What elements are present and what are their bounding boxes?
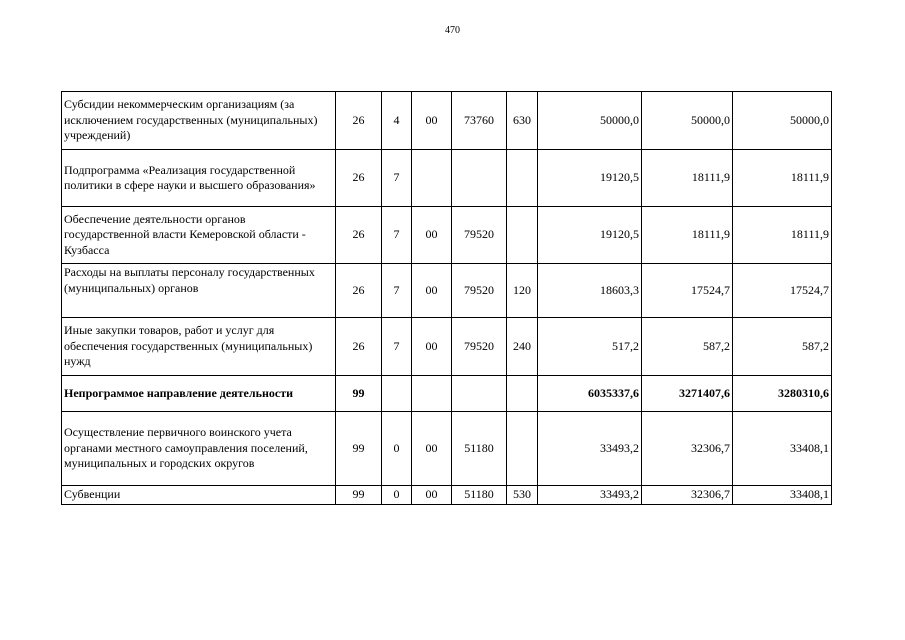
expense-type-code: 120 (507, 264, 538, 318)
target-code-part2 (452, 376, 507, 412)
amount-year1: 50000,0 (538, 92, 642, 150)
row-name: Субвенции (62, 486, 336, 505)
row-name: Непрограммое направление деятельности (62, 376, 336, 412)
table-row (62, 486, 832, 505)
pr-code (382, 376, 412, 412)
pr-code: 7 (382, 264, 412, 318)
target-code-part2 (452, 150, 507, 207)
target-code-part2: 79520 (452, 318, 507, 376)
amount-year2: 32306,7 (642, 486, 733, 505)
amount-year3: 587,2 (733, 318, 832, 376)
amount-year1: 19120,5 (538, 150, 642, 207)
row-name: Осуществление первичного воинского учета органами местного самоуправления поселений, муниципальных и городских округов (62, 412, 336, 486)
table-row (62, 318, 832, 376)
target-code-part1: 00 (412, 412, 452, 486)
expense-type-code (507, 412, 538, 486)
pr-code: 7 (382, 207, 412, 264)
pr-code: 4 (382, 92, 412, 150)
table-row (62, 207, 832, 264)
amount-year3: 18111,9 (733, 207, 832, 264)
amount-year1: 19120,5 (538, 207, 642, 264)
target-code-part2: 79520 (452, 207, 507, 264)
table-row (62, 92, 832, 150)
pr-code: 7 (382, 150, 412, 207)
target-code-part2: 51180 (452, 412, 507, 486)
expense-type-code (507, 207, 538, 264)
target-code-part1: 00 (412, 318, 452, 376)
amount-year3: 33408,1 (733, 486, 832, 505)
row-name: Иные закупки товаров, работ и услуг для обеспечения государственных (муниципальных) нужд (62, 318, 336, 376)
expense-type-code (507, 150, 538, 207)
pr-code: 7 (382, 318, 412, 376)
gr-code: 99 (336, 376, 382, 412)
table-row-section-total (62, 376, 832, 412)
target-code-part1: 00 (412, 92, 452, 150)
amount-year1: 517,2 (538, 318, 642, 376)
amount-year1: 18603,3 (538, 264, 642, 318)
amount-year2: 18111,9 (642, 207, 733, 264)
budget-table (61, 91, 832, 505)
row-name: Расходы на выплаты персоналу государственных (муниципальных) органов (62, 264, 336, 318)
gr-code: 26 (336, 318, 382, 376)
target-code-part1 (412, 376, 452, 412)
row-name: Обеспечение деятельности органов государственной власти Кемеровской области - Кузбасса (62, 207, 336, 264)
gr-code: 26 (336, 207, 382, 264)
expense-type-code (507, 376, 538, 412)
target-code-part1: 00 (412, 486, 452, 505)
target-code-part1 (412, 150, 452, 207)
table-row (62, 264, 832, 318)
pr-code: 0 (382, 412, 412, 486)
pr-code: 0 (382, 486, 412, 505)
amount-year2: 3271407,6 (642, 376, 733, 412)
target-code-part2: 73760 (452, 92, 507, 150)
row-name: Подпрограмма «Реализация государственной политики в сфере науки и высшего образования» (62, 150, 336, 207)
gr-code: 99 (336, 486, 382, 505)
amount-year2: 50000,0 (642, 92, 733, 150)
table-row (62, 412, 832, 486)
gr-code: 26 (336, 264, 382, 318)
amount-year2: 17524,7 (642, 264, 733, 318)
table-row (62, 150, 832, 207)
page-number: 470 (445, 25, 460, 36)
target-code-part2: 51180 (452, 486, 507, 505)
target-code-part1: 00 (412, 207, 452, 264)
amount-year3: 33408,1 (733, 412, 832, 486)
gr-code: 99 (336, 412, 382, 486)
amount-year3: 50000,0 (733, 92, 832, 150)
amount-year2: 32306,7 (642, 412, 733, 486)
gr-code: 26 (336, 150, 382, 207)
amount-year3: 3280310,6 (733, 376, 832, 412)
expense-type-code: 240 (507, 318, 538, 376)
target-code-part2: 79520 (452, 264, 507, 318)
expense-type-code: 630 (507, 92, 538, 150)
expense-type-code: 530 (507, 486, 538, 505)
amount-year1: 6035337,6 (538, 376, 642, 412)
amount-year1: 33493,2 (538, 412, 642, 486)
amount-year1: 33493,2 (538, 486, 642, 505)
target-code-part1: 00 (412, 264, 452, 318)
amount-year2: 587,2 (642, 318, 733, 376)
amount-year2: 18111,9 (642, 150, 733, 207)
amount-year3: 17524,7 (733, 264, 832, 318)
amount-year3: 18111,9 (733, 150, 832, 207)
row-name: Субсидии некоммерческим организациям (за исключением государственных (муниципальных) учреждений) (62, 92, 336, 150)
gr-code: 26 (336, 92, 382, 150)
